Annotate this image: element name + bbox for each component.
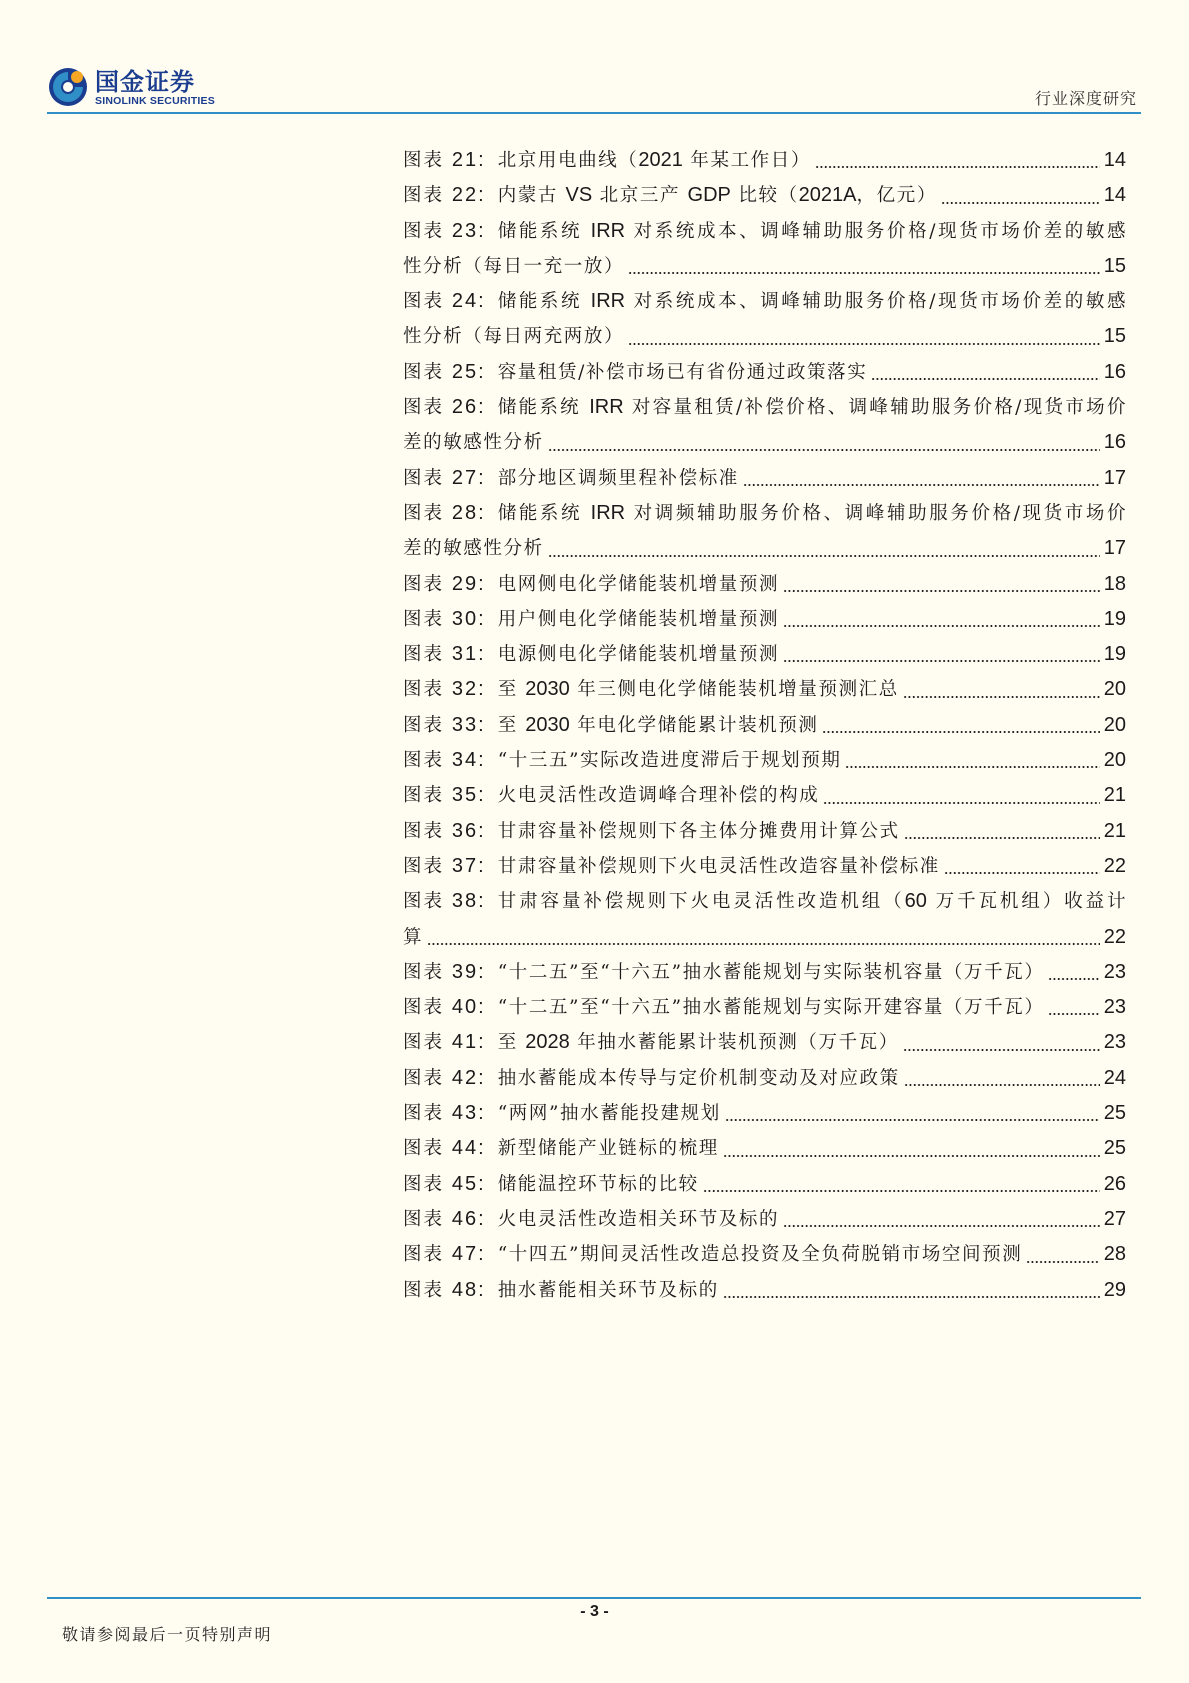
figure-number: 36: <box>451 819 486 842</box>
header-divider <box>47 112 1141 114</box>
figure-title: 容量租赁/补偿市场已有省份通过政策落实 <box>497 361 868 383</box>
figure-number: 30: <box>451 607 486 630</box>
figure-title: 电源侧电化学储能装机增量预测 <box>497 644 780 666</box>
figure-title: 火电灵活性改造相关环节及标的 <box>497 1208 780 1230</box>
figure-number: 45: <box>451 1172 486 1195</box>
toc-entry-line <box>403 778 1126 813</box>
figure-number: 31: <box>451 643 486 666</box>
page-ref: 16 <box>1103 360 1126 383</box>
page-ref: 15 <box>1103 254 1126 277</box>
dot-leader <box>845 743 1099 778</box>
figure-title: 新型储能产业链标的梳理 <box>497 1138 719 1160</box>
figure-number: 23: <box>451 219 486 242</box>
figure-number: 27: <box>451 466 486 489</box>
dot-leader <box>904 814 1100 849</box>
page-ref: 27 <box>1103 1207 1126 1230</box>
figure-title: 储能系统 IRR 对容量租赁/补偿价格、调峰辅助服务价格/现货市场价 <box>497 396 1126 419</box>
page-ref: 25 <box>1103 1137 1126 1160</box>
figure-title: 抽水蓄能成本传导与定价机制变动及对应政策 <box>497 1067 900 1089</box>
figure-title: 甘肃容量补偿规则下各主体分摊费用计算公式 <box>497 820 900 842</box>
dot-leader <box>903 672 1100 707</box>
page-ref: 20 <box>1103 678 1126 701</box>
dot-leader <box>723 1273 1100 1308</box>
disclaimer-note: 敬请参阅最后一页特别声明 <box>62 1625 273 1644</box>
figure-label: 图表 48: <box>403 1278 486 1301</box>
figure-label: 图表 36: <box>403 819 486 842</box>
dot-leader <box>871 355 1099 390</box>
figure-label: 图表 34: <box>403 749 486 772</box>
toc-entry[interactable] <box>403 1131 1126 1166</box>
figure-label: 图表 35: <box>403 784 486 807</box>
figure-number: 32: <box>451 678 486 701</box>
figure-label: 图表 46: <box>403 1207 486 1230</box>
dot-leader <box>815 143 1100 178</box>
toc-entry[interactable] <box>403 884 1126 955</box>
figure-number: 39: <box>451 960 486 983</box>
figure-label: 图表 47: <box>403 1243 486 1266</box>
toc-entry-line <box>403 319 1126 354</box>
toc-entry-line <box>403 955 1126 990</box>
logo-english-name: SINOLINK SECURITIES <box>95 95 215 107</box>
figure-title: “十二五”至“十六五”抽水蓄能规划与实际装机容量（万千瓦） <box>497 961 1045 983</box>
toc-entry[interactable] <box>403 496 1126 567</box>
toc-entry-line <box>403 849 1126 884</box>
dot-leader <box>783 637 1100 672</box>
page-ref: 20 <box>1103 713 1126 736</box>
figure-title: 至 2028 年抽水蓄能累计装机预测（万千瓦） <box>497 1031 899 1054</box>
toc-entry-line <box>403 1096 1126 1131</box>
figure-title-continued: 差的敏感性分析 <box>403 432 544 454</box>
toc-entry-line <box>403 637 1126 672</box>
figure-number: 24: <box>451 290 486 313</box>
toc-entry[interactable] <box>403 955 1126 990</box>
page-ref: 25 <box>1103 1102 1126 1125</box>
figure-label: 图表 38: <box>403 890 486 913</box>
figure-title: 用户侧电化学储能装机增量预测 <box>497 608 780 630</box>
dot-leader <box>783 1202 1100 1237</box>
toc-entry[interactable] <box>403 637 1126 672</box>
toc-entry-line <box>403 531 1126 566</box>
figure-label: 图表 41: <box>403 1031 486 1054</box>
dot-leader <box>743 461 1100 496</box>
toc-entry[interactable] <box>403 1237 1126 1272</box>
toc-entry[interactable] <box>403 567 1126 602</box>
toc-entry[interactable] <box>403 461 1126 496</box>
toc-entry[interactable] <box>403 390 1126 461</box>
dot-leader <box>1048 990 1099 1025</box>
page-ref: 14 <box>1103 184 1126 207</box>
dot-leader <box>628 319 1100 354</box>
figure-title: 部分地区调频里程补偿标准 <box>497 467 739 489</box>
toc-entry-line <box>403 884 1126 919</box>
dot-leader <box>823 778 1099 813</box>
toc-entry-line <box>403 1202 1126 1237</box>
toc-entry-line <box>403 1131 1126 1166</box>
figure-title: 甘肃容量补偿规则下火电灵活性改造容量补偿标准 <box>497 855 940 877</box>
toc-entry-line <box>403 814 1126 849</box>
figure-label: 图表 30: <box>403 607 486 630</box>
company-logo <box>47 66 215 108</box>
figure-title-continued: 性分析（每日两充两放） <box>403 326 625 348</box>
dot-leader <box>725 1096 1100 1131</box>
figure-title: 至 2030 年三侧电化学储能装机增量预测汇总 <box>497 678 899 701</box>
figure-number: 37: <box>451 854 486 877</box>
dot-leader <box>548 425 1100 460</box>
page-ref: 22 <box>1103 854 1126 877</box>
toc-entry[interactable] <box>403 602 1126 637</box>
toc-entry[interactable] <box>403 814 1126 849</box>
page-ref: 17 <box>1103 537 1126 560</box>
dot-leader <box>1048 955 1099 990</box>
figure-number: 47: <box>451 1243 486 1266</box>
figure-label: 图表 39: <box>403 960 486 983</box>
toc-entry-line <box>403 602 1126 637</box>
toc-entry-line <box>403 355 1126 390</box>
toc-entry[interactable] <box>403 1167 1126 1202</box>
toc-entry[interactable] <box>403 849 1126 884</box>
toc-entry-line <box>403 178 1126 213</box>
figure-number: 40: <box>451 996 486 1019</box>
figure-number: 48: <box>451 1278 486 1301</box>
figure-label: 图表 26: <box>403 396 486 419</box>
toc-entry-line <box>403 143 1126 178</box>
toc-entry-line <box>403 214 1126 249</box>
toc-entry[interactable] <box>403 1273 1126 1308</box>
figure-title: “十四五”期间灵活性改造总投资及全负荷脱销市场空间预测 <box>497 1244 1023 1266</box>
toc-entry[interactable] <box>403 355 1126 390</box>
figure-title: 火电灵活性改造调峰合理补偿的构成 <box>497 785 820 807</box>
figure-number: 22: <box>451 184 486 207</box>
figure-title: “两网”抽水蓄能投建规划 <box>497 1103 721 1125</box>
toc-entry-line <box>403 461 1126 496</box>
dot-leader <box>822 708 1099 743</box>
figure-title: “十三五”实际改造进度滞后于规划预期 <box>497 750 842 772</box>
figure-title: 甘肃容量补偿规则下火电灵活性改造机组（60 万千瓦机组）收益计 <box>497 890 1126 913</box>
figure-number: 26: <box>451 396 486 419</box>
figure-label: 图表 43: <box>403 1102 486 1125</box>
page-ref: 19 <box>1103 643 1126 666</box>
toc-entry[interactable] <box>403 214 1126 285</box>
figure-label: 图表 29: <box>403 572 486 595</box>
logo-chinese-name: 国金证券 <box>95 68 195 96</box>
page-ref: 20 <box>1103 749 1126 772</box>
page-ref: 29 <box>1103 1278 1126 1301</box>
toc-entry-line <box>403 1167 1126 1202</box>
figure-title: 至 2030 年电化学储能累计装机预测 <box>497 713 819 736</box>
figure-number: 29: <box>451 572 486 595</box>
page-ref: 23 <box>1103 960 1126 983</box>
page-ref: 16 <box>1103 431 1126 454</box>
toc-entry-line <box>403 567 1126 602</box>
toc-entry[interactable] <box>403 284 1126 355</box>
figure-label: 图表 23: <box>403 219 486 242</box>
toc-entry-line <box>403 249 1126 284</box>
toc-entry-line <box>403 425 1126 460</box>
dot-leader <box>1026 1237 1099 1272</box>
dot-leader <box>427 920 1100 955</box>
figure-number: 41: <box>451 1031 486 1054</box>
figure-number: 33: <box>451 713 486 736</box>
page-ref: 14 <box>1103 149 1126 171</box>
figure-label: 图表 21: <box>403 149 486 171</box>
toc-entry[interactable] <box>403 1025 1126 1060</box>
figure-number: 46: <box>451 1207 486 1230</box>
toc-entry[interactable] <box>403 672 1126 707</box>
figure-number: 34: <box>451 749 486 772</box>
toc-entry-line <box>403 708 1126 743</box>
dot-leader <box>703 1167 1100 1202</box>
page-ref: 19 <box>1103 607 1126 630</box>
page-ref: 22 <box>1103 925 1126 948</box>
figure-label: 图表 31: <box>403 643 486 666</box>
sinolink-logo-icon <box>47 66 89 108</box>
figure-label: 图表 25: <box>403 360 486 383</box>
toc-entry[interactable] <box>403 1202 1126 1237</box>
page-ref: 18 <box>1103 572 1126 595</box>
toc-entry-line <box>403 1273 1126 1308</box>
figure-title-continued: 差的敏感性分析 <box>403 538 544 560</box>
figure-number: 35: <box>451 784 486 807</box>
figure-label: 图表 42: <box>403 1066 486 1089</box>
page-ref: 15 <box>1103 325 1126 348</box>
figure-label: 图表 24: <box>403 290 486 313</box>
toc-entry[interactable] <box>403 178 1126 213</box>
page-ref: 28 <box>1103 1243 1126 1266</box>
toc-entry-line <box>403 672 1126 707</box>
figure-number: 21: <box>451 149 486 171</box>
figure-title: 抽水蓄能相关环节及标的 <box>497 1279 719 1301</box>
figure-title-continued: 算 <box>403 926 424 948</box>
figure-label: 图表 40: <box>403 996 486 1019</box>
page-ref: 23 <box>1103 1031 1126 1054</box>
dot-leader <box>941 178 1100 213</box>
dot-leader <box>903 1025 1100 1060</box>
figure-number: 38: <box>451 890 486 913</box>
figure-label: 图表 37: <box>403 854 486 877</box>
page-ref: 24 <box>1103 1066 1126 1089</box>
footer-divider <box>47 1597 1141 1599</box>
figure-title: 内蒙古 VS 北京三产 GDP 比较（2021A，亿元） <box>497 184 937 207</box>
figure-title: “十二五”至“十六五”抽水蓄能规划与实际开建容量（万千瓦） <box>497 997 1045 1019</box>
page-number: - 3 - <box>580 1603 609 1620</box>
dot-leader <box>723 1131 1100 1166</box>
toc-entry[interactable] <box>403 743 1126 778</box>
toc-entry[interactable] <box>403 708 1126 743</box>
dot-leader <box>548 531 1100 566</box>
figure-list <box>403 143 1126 1308</box>
figure-number: 44: <box>451 1137 486 1160</box>
toc-entry[interactable] <box>403 778 1126 813</box>
figure-label: 图表 33: <box>403 713 486 736</box>
toc-entry-line <box>403 496 1126 531</box>
toc-entry[interactable] <box>403 990 1126 1025</box>
page-ref: 21 <box>1103 819 1126 842</box>
toc-entry-line <box>403 1061 1126 1096</box>
figure-title: 北京用电曲线（2021 年某工作日） <box>497 149 811 171</box>
figure-label: 图表 27: <box>403 466 486 489</box>
figure-title: 储能系统 IRR 对调频辅助服务价格、调峰辅助服务价格/现货市场价 <box>497 501 1126 524</box>
dot-leader <box>628 249 1100 284</box>
page-ref: 17 <box>1103 466 1126 489</box>
toc-entry[interactable] <box>403 1096 1126 1131</box>
toc-entry-line <box>403 390 1126 425</box>
dot-leader <box>944 849 1100 884</box>
page-ref: 21 <box>1103 784 1126 807</box>
toc-entry-line <box>403 990 1126 1025</box>
page-header <box>47 66 1141 114</box>
figure-label: 图表 32: <box>403 678 486 701</box>
figure-label: 图表 28: <box>403 501 486 524</box>
figure-title: 储能系统 IRR 对系统成本、调峰辅助服务价格/现货市场价差的敏感 <box>497 219 1126 242</box>
figure-number: 28: <box>451 501 486 524</box>
page-ref: 26 <box>1103 1172 1126 1195</box>
figure-label: 图表 45: <box>403 1172 486 1195</box>
dot-leader <box>783 602 1100 637</box>
toc-entry-line <box>403 1237 1126 1272</box>
dot-leader <box>783 567 1100 602</box>
figure-number: 42: <box>451 1066 486 1089</box>
toc-entry[interactable] <box>403 1061 1126 1096</box>
toc-entry-line <box>403 920 1126 955</box>
figure-label: 图表 22: <box>403 184 486 207</box>
page-ref: 23 <box>1103 996 1126 1019</box>
figure-title: 电网侧电化学储能装机增量预测 <box>497 573 780 595</box>
figure-label: 图表 44: <box>403 1137 486 1160</box>
toc-entry[interactable] <box>403 143 1126 178</box>
figure-title-continued: 性分析（每日一充一放） <box>403 255 625 277</box>
report-category: 行业深度研究 <box>1034 89 1137 108</box>
toc-entry-line <box>403 743 1126 778</box>
figure-number: 43: <box>451 1102 486 1125</box>
figure-title: 储能温控环节标的比较 <box>497 1173 699 1195</box>
dot-leader <box>904 1061 1100 1096</box>
toc-entry-line <box>403 1025 1126 1060</box>
figure-number: 25: <box>451 360 486 383</box>
figure-title: 储能系统 IRR 对系统成本、调峰辅助服务价格/现货市场价差的敏感 <box>497 290 1126 313</box>
toc-entry-line <box>403 284 1126 319</box>
